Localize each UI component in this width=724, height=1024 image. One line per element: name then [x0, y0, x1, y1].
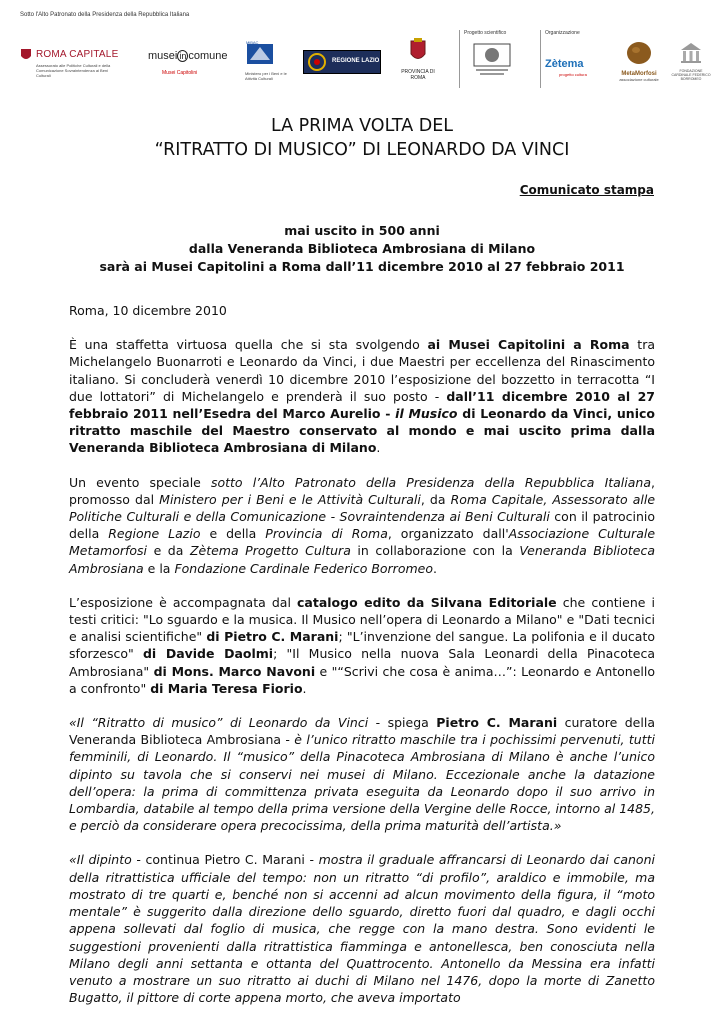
paragraph-1: È una staffetta virtuosa quella che si sta svolgendo ai Musei Capitolini a Roma tra Michelangelo Buonarroti e Leonardo da Vinci, i due Maestri per eccellenza del Rinascimento italiano. Si concluderà venerdì 10 dicembre 2010 l’esposizione del bozzetto in terracotta “I due lottatori” di Michelangelo e prenderà il suo posto - dall’11 dicembre 2010 al 27 febbraio 2011 nell’Esedra del Marco Aurelio - il Musico di Leonardo da Vinci, unico ritratto maschile del Maestro conservato al mondo e mai uscito prima dalla Veneranda Biblioteca Ambrosiana di Milano. [69, 337, 655, 456]
regione-lazio-text: REGIONE LAZIO [332, 58, 380, 64]
zetema-text: Zètema [545, 58, 584, 70]
zetema-logo [545, 54, 605, 77]
progetto-label: Progetto scientifico [464, 30, 507, 36]
subtitle-block [0, 222, 724, 276]
press-release-body [69, 302, 655, 1023]
ambrosiana-emblem-icon [472, 42, 512, 76]
metamorfosi-logo [615, 40, 663, 82]
release-date: Roma, 10 dicembre 2010 [69, 303, 227, 318]
fondazione-text: FONDAZIONE CARDINALE FEDERICO BORROMEO [671, 69, 711, 81]
mibac-text: MiBAC [246, 40, 259, 45]
provincia-crest-icon [408, 38, 428, 64]
organizzazione-block [545, 30, 605, 77]
metamorfosi-subtext: associazione culturale [619, 77, 659, 82]
mibac-logo [245, 42, 293, 81]
logo-separator [459, 30, 460, 88]
subtitle-line-1: mai uscito in 500 anni [284, 223, 440, 238]
patronage-line: Sotto l'Alto Patronato della Presidenza della Repubblica Italiana [20, 12, 190, 18]
metamorfosi-text: MetaMorfosi [621, 71, 657, 77]
musei-brand: musei in comune [148, 50, 228, 62]
musei-in-comune-logo [148, 46, 228, 76]
progetto-scientifico-block [464, 30, 534, 81]
subtitle-line-3: sarà ai Musei Capitolini a Roma dall’11 dicembre 2010 al 27 febbraio 2011 [99, 259, 625, 274]
sponsor-logos [0, 30, 724, 98]
wolf-emblem-icon [20, 48, 32, 62]
provincia-roma-logo [398, 38, 438, 81]
mibac-subtext: Ministero per i Beni e le Attività Culturali [245, 71, 287, 81]
musei-capitolini-subtext: Musei Capitolini [162, 70, 198, 76]
regione-emblem-icon [306, 52, 328, 72]
zetema-subtext: progetto cultura [559, 72, 587, 77]
organizzazione-label: Organizzazione [545, 30, 580, 36]
document-title [0, 114, 724, 162]
mibac-emblem-icon [245, 42, 275, 66]
metamorfosi-emblem-icon [625, 40, 653, 66]
paragraph-2: Un evento speciale sotto l’Alto Patronato della Presidenza della Repubblica Italiana, promosso dal Ministero per i Beni e le Attività Culturali, da Roma Capitale, Assessorato alle Politiche Culturali e della Comunicazione - Sovraintendenza ai Beni Culturali con il patrocinio della Regione Lazio e della Provincia di Roma, organizzato dall'Associazione Culturale Metamorfosi e da Zètema Progetto Cultura in collaborazione con la Veneranda Biblioteca Ambrosiana e la Fondazione Cardinale Federico Borromeo. [69, 474, 656, 576]
provincia-text: PROVINCIA DI ROMA [401, 69, 435, 81]
comunicato-stampa-label: Comunicato stampa [519, 183, 654, 197]
paragraph-4: «Il “Ritratto di musico” di Leonardo da Vinci - spiega Pietro C. Marani curatore della Veneranda Biblioteca Ambrosiana - è l’unico ritratto maschile tra i pochissimi pervenuti, tutti femminili, di Leonardo. Il “musico” della Pinacoteca Ambrosiana di Milano è anche l’unico dipinto su tavola che si conservi nei musei di Milano. Eccezionale anche la datazione dell’opera: la prima di committenza privata eseguita da Leonardo dopo il suo arrivo in Lombardia, databile al tempo della prima versione della Vergine delle Rocce, intorno al 1485, e perciò da considerare opera precocissima, della prima maturità dell’artista.» [69, 715, 655, 834]
title-line-2: “RITRATTO DI MUSICO” DI LEONARDO DA VINCI [154, 140, 570, 160]
logo-separator [540, 30, 541, 88]
paragraph-3: L’esposizione è accompagnata dal catalogo edito da Silvana Editoriale che contiene i testi critici: "Lo sguardo e la musica. Il Musico nell’opera di Leonardo a Milano" e "Dati tecnici e analisi scientifiche" di Pietro C. Marani; "L’invenzione del sangue. La polifonia e il ducato sforzesco" di Davide Daolmi; "Il Musico nella nuova Sala Leonardi della Pinacoteca Ambrosiana" di Mons. Marco Navoni e "“Scrivi che cosa è anima…”: Leonardo e Antonello a confronto" di Maria Teresa Fiorio. [69, 594, 656, 696]
subtitle-line-2: dalla Veneranda Biblioteca Ambrosiana di Milano [188, 241, 536, 256]
fondazione-building-icon [679, 40, 703, 64]
roma-capitale-text: ROMA CAPITALE [36, 49, 119, 60]
paragraph-5: «Il dipinto - continua Pietro C. Marani - mostra il graduale affrancarsi di Leonardo dai canoni della ritrattistica ufficiale del tempo: non un ritratto “di profilo”, araldico e immobile, ma mostrato di tre quarti e, benché non si accenni ad alcun movimento della figura, il “moto mentale” è suggerito dalla direzione dello sguardo, diretto fuori dal quadro, e dagli occhi appena sollevati dal foglio di musica, che regge con la mano destra. Sono evidenti le suggestioni provenienti dalla ritrattistica fiamminga e antonellesca, ben conosciuta nella Milano degli anni settanta e ottanta del Quattrocento. Antonello da Messina era infatti venuto a mostrare un suo ritratto ai duchi di Milano nel 1476, dopo la morte di Zanetto Bugatto, il pittore di corte appena morto, che aveva importato [69, 852, 655, 1006]
title-line-1: LA PRIMA VOLTA DEL [270, 116, 454, 136]
fondazione-logo [670, 40, 712, 81]
roma-capitale-subtext: Assessorato alle Politiche Culturali e della Comunicazione Sovraintendenza ai Beni Culturali [36, 63, 111, 78]
regione-lazio-logo [303, 50, 381, 74]
